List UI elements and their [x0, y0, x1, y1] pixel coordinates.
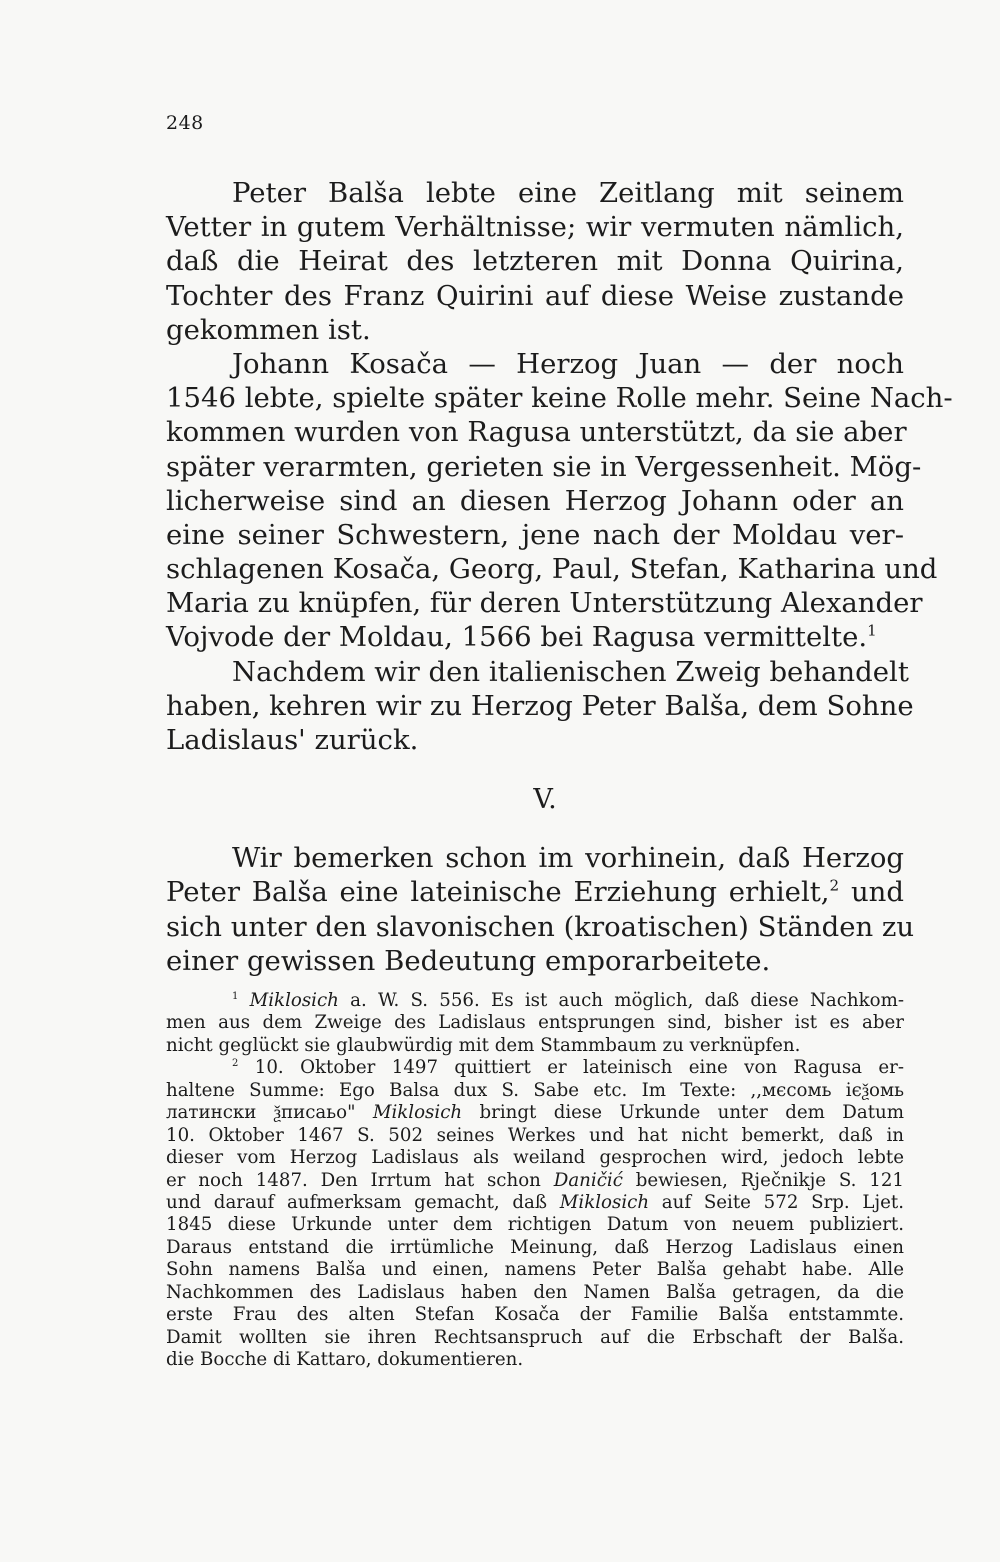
text-line: Vetter in gutem Verhältnisse; wir vermuten nämlich,: [166, 211, 904, 244]
author-name: Miklosich: [559, 1191, 650, 1213]
text-segment: und: [839, 876, 904, 909]
text-line: kommen wurden von Ragusa unterstützt, da sie aber: [166, 416, 907, 449]
page-number: 248: [166, 112, 204, 134]
footnote-line: men aus dem Zweige des Ladislaus entsprungen sind, bisher ist es aber: [166, 1012, 904, 1034]
paragraph-3: [166, 655, 914, 758]
footnote-line: Sohn namens Balša und einen, namens Peter Balša gehabt habe. Alle: [166, 1259, 904, 1281]
text-segment: Peter Balša eine lateinische Erziehung erhielt,: [166, 876, 830, 909]
text-line: Ladislaus' zurück.: [166, 724, 419, 756]
text-line: [166, 620, 904, 654]
footnote-reference-1: 1: [867, 621, 877, 640]
author-name: Miklosich: [372, 1102, 463, 1124]
footnote-mark: 1: [232, 991, 239, 1002]
footnote-line: Daraus entstand die irrtümliche Meinung, daß Herzog Ladislaus einen: [166, 1236, 904, 1258]
text-segment: und darauf aufmerksam gemacht, daß: [166, 1191, 560, 1213]
footnote-line: 10. Oktober 1467 S. 502 seines Werkes und hat nicht bemerkt, daß in: [166, 1124, 904, 1146]
footnote-line: [166, 1192, 904, 1214]
footnotes: [166, 990, 904, 1371]
text-segment: a. W. S. 556. Es ist auch möglich, daß diese Nachkom-: [338, 990, 904, 1011]
footnote-line: [166, 990, 904, 1012]
text-line: Wir bemerken schon im vorhinein, daß Herzog: [232, 842, 904, 875]
text-segment: Vojvode der Moldau, 1566 bei Ragusa vermittelte.: [166, 621, 868, 654]
author-name: Daničić: [553, 1169, 623, 1191]
text-line: [166, 875, 904, 909]
author-name: Miklosich: [249, 990, 339, 1011]
footnote-line: [166, 1102, 904, 1124]
text-segment: bringt diese Urkunde unter dem Datum: [462, 1102, 904, 1124]
footnote-line: dieser vom Herzog Ladislaus als weiland gesprochen wird, jedoch lebte: [166, 1147, 904, 1169]
footnote-2: [166, 1057, 904, 1371]
footnote-line: haltene Summe: Ego Balsa dux S. Sabe etc. Im Texte: ,,мєсомь ієѯомь: [166, 1079, 904, 1101]
text-line: eine seiner Schwestern, jene nach der Moldau ver-: [166, 518, 904, 551]
paragraph-1: [166, 176, 904, 347]
paragraph-2: [166, 347, 953, 655]
text-line: Tochter des Franz Quirini auf diese Weise zustande: [166, 279, 904, 312]
footnote-line: erste Frau des alten Stefan Kosača der Familie Balša entstammte.: [166, 1304, 904, 1326]
footnote-line: 1845 diese Urkunde unter dem richtigen Datum von neuem publiziert.: [166, 1214, 904, 1236]
footnote-1: [166, 990, 904, 1057]
text-line: einer gewissen Bedeutung emporarbeitete.: [166, 944, 771, 977]
text-line: Johann Kosača — Herzog Juan — der noch: [232, 347, 904, 380]
paragraph-4: [166, 841, 915, 978]
text-line: Nachdem wir den italienischen Zweig behandelt: [232, 655, 909, 688]
text-line: Maria zu knüpfen, für deren Unterstützung Alexander: [166, 587, 923, 620]
text-segment: bewiesen, Rječnikje S. 121: [622, 1169, 904, 1191]
footnote-reference-2: 2: [829, 876, 840, 895]
text-line: daß die Heirat des letzteren mit Donna Quirina,: [166, 245, 904, 278]
text-segment: auf Seite 572 Srp. Ljet.: [649, 1191, 905, 1213]
text-line: schlagenen Kosača, Georg, Paul, Stefan, Katharina und: [166, 553, 938, 586]
footnote-line: Damit wollten sie ihren Rechtsanspruch auf die Erbschaft der Balša.: [166, 1326, 904, 1348]
text-line: haben, kehren wir zu Herzog Peter Balša, dem Sohne: [166, 689, 914, 722]
text-line: später verarmten, gerieten sie in Vergessenheit. Mög-: [166, 450, 922, 483]
text-line: Peter Balša lebte eine Zeitlang mit seinem: [232, 177, 904, 209]
footnote-line: die Bocche di Kattaro, dokumentieren.: [166, 1349, 524, 1370]
text-line: licherweise sind an diesen Herzog Johann oder an: [166, 484, 904, 517]
footnote-mark: 2: [232, 1058, 239, 1070]
text-line: sich unter den slavonischen (kroatischen) Ständen zu: [166, 910, 915, 943]
text-segment: er noch 1487. Den Irrtum hat schon: [166, 1169, 554, 1191]
section-heading: V.: [533, 784, 557, 816]
footnote-line: [166, 1057, 904, 1079]
main-text: [166, 176, 953, 978]
cyrillic-text: латински ѯписаьо": [166, 1102, 373, 1124]
text-line: 1546 lebte, spielte später keine Rolle mehr. Seine Nach-: [166, 382, 953, 415]
footnote-line: [166, 1170, 904, 1192]
text-segment: 10. Oktober 1497 quittiert er lateinisch eine von Ragusa er-: [238, 1057, 904, 1079]
footnote-line: nicht geglückt sie glaubwürdig mit dem Stammbaum zu verknüpfen.: [166, 1034, 801, 1056]
text-line: gekommen ist.: [166, 313, 371, 346]
footnote-line: Nachkommen des Ladislaus haben den Namen Balša getragen, da die: [166, 1281, 904, 1303]
